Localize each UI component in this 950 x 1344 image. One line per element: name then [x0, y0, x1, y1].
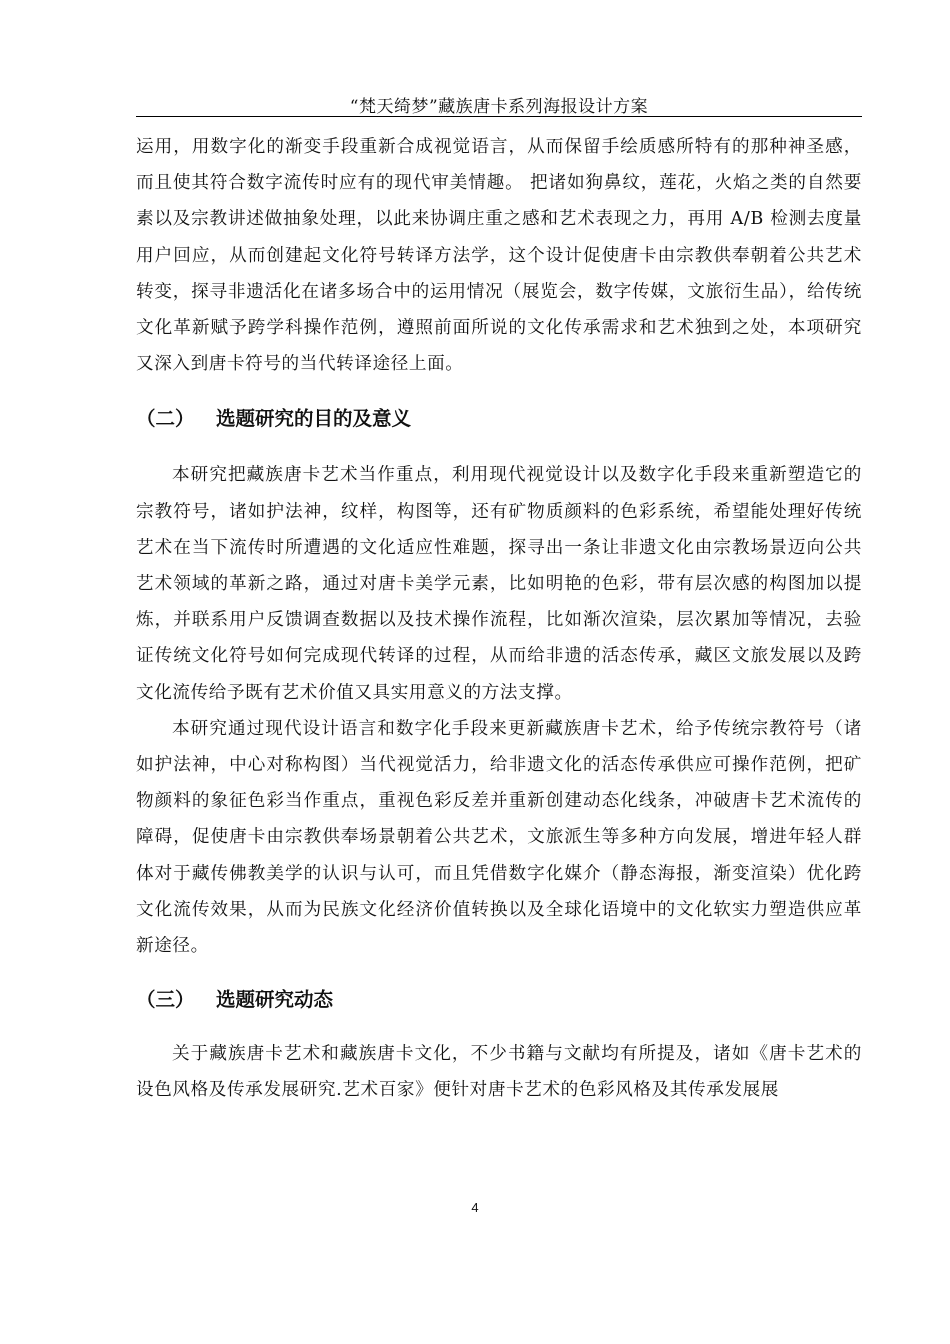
section-heading-3	[136, 986, 862, 1014]
body-paragraph: 本研究把藏族唐卡艺术当作重点，利用现代视觉设计以及数字化手段来重新塑造它的宗教符号，诸如护法神，纹样，构图等，还有矿物质颜料的色彩系统，希望能处理好传统艺术在当下流传时所遭遇的文化适应性难题，探寻出一条让非遗文化由宗教场景迈向公共艺术领域的革新之路，通过对唐卡美学元素，比如明艳的色彩，带有层次感的构图加以提炼，并联系用户反馈调查数据以及技术操作流程，比如渐次渲染，层次累加等情况，去验证传统文化符号如何完成现代转译的过程，从而给非遗的活态传承，藏区文旅发展以及跨文化流传给予既有艺术价值又具实用意义的方法支撑。	[136, 465, 862, 703]
section-number: （二）	[136, 407, 195, 431]
page-body	[136, 129, 862, 1109]
body-paragraph: 本研究通过现代设计语言和数字化手段来更新藏族唐卡艺术，给予传统宗教符号（诸如护法神，中心对称构图）当代视觉活力，给非遗文化的活态传承供应可操作范例，把矿物颜料的象征色彩当作重点，重视色彩反差并重新创建动态化线条，冲破唐卡艺术流传的障碍，促使唐卡由宗教供奉场景朝着公共艺术，文旅派生等多种方向发展，增进年轻人群体对于藏传佛教美学的认识与认可，而且凭借数字化媒介（静态海报，渐变渲染）优化跨文化流传效果，从而为民族文化经济价值转换以及全球化语境中的文化软实力塑造供应革新途径。	[136, 718, 862, 957]
section-number: （三）	[136, 988, 195, 1012]
page-header	[136, 86, 862, 117]
section-heading-2	[136, 405, 862, 433]
section-title: 选题研究动态	[216, 988, 334, 1012]
section-title: 选题研究的目的及意义	[216, 407, 412, 431]
continuation-paragraph: 运用，用数字化的渐变手段重新合成视觉语言，从而保留手绘质感所特有的那种神圣感，而且使其符合数字流传时应有的现代审美情趣。 把诸如狗鼻纹，莲花，火焰之类的自然要素以及宗教讲述做抽象处理，以此来协调庄重之感和艺术表现之力，再用 A/B 检测去度量用户回应，从而创建起文化符号转译方法学，这个设计促使唐卡由宗教供奉朝着公共艺术转变，探寻非遗活化在诸多场合中的运用情况（展览会，数字传媒，文旅衍生品），给传统文化革新赋予跨学科操作范例，遵照前面所说的文化传承需求和艺术独到之处，本项研究又深入到唐卡符号的当代转译途径上面。	[136, 137, 862, 375]
body-paragraph: 关于藏族唐卡艺术和藏族唐卡文化，不少书籍与文献均有所提及，诸如《唐卡艺术的设色风格及传承发展研究.艺术百家》便针对唐卡艺术的色彩风格及其传承发展展	[136, 1044, 862, 1101]
header-title: “梵天绮梦”藏族唐卡系列海报设计方案	[349, 97, 649, 117]
page-number: 4	[471, 1200, 479, 1215]
